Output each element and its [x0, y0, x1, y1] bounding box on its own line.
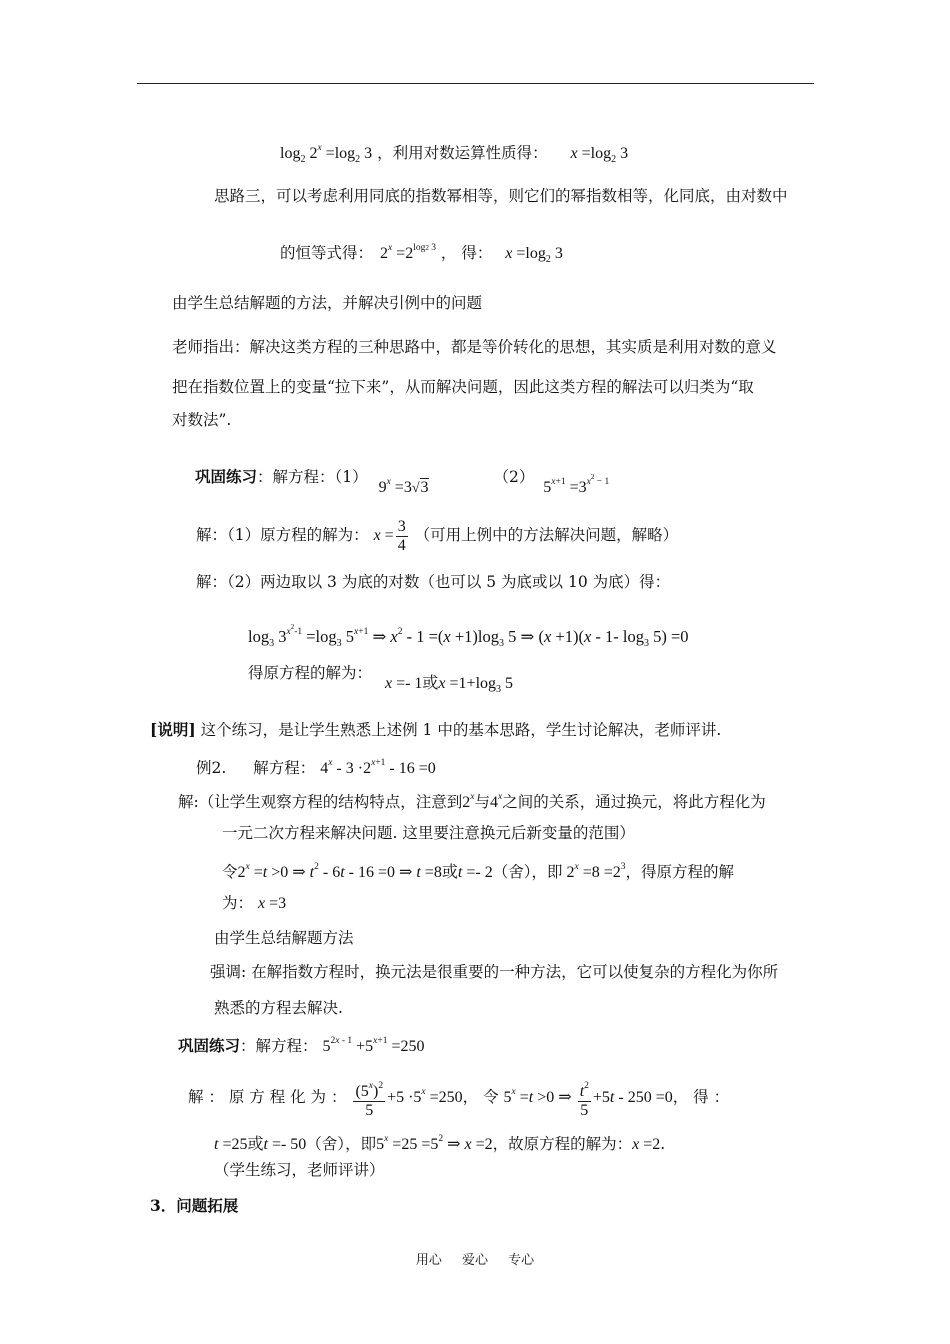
text-l4: 由学生总结解题的方法，并解决引例中的问题	[172, 294, 483, 312]
footer-b: 爱心	[461, 1253, 488, 1268]
text-emph: 强调: 在解指数方程时，换元法是很重要的一种方法，它可以使复杂的方程化为你所	[210, 963, 779, 981]
text-l5: 老师指出：解决这类方程的三种思路中，都是等价转化的思想，其实质是利用对数的意义	[172, 338, 777, 356]
footer-a: 用心	[415, 1253, 442, 1268]
sol2c-c: ，得原方程的解	[625, 863, 735, 881]
text-sol2b: 一元二次方程来解决问题. 这里要注意换元后新变量的范围）	[222, 824, 635, 842]
practice-2: 巩固练习：解方程： $5^{2x - 1} +5^{x+1} =250$	[178, 1036, 425, 1055]
solution-1-note: （可用上例中的方法解决问题，解略）	[414, 526, 679, 545]
note-head: [说明]	[150, 720, 196, 739]
example-2-text: 解方程：	[253, 759, 316, 777]
practice-1: 巩固练习：解方程：（1） $9^x =3√3$ （2） $5^{x+1} =3^{x^2 - 1}$	[195, 467, 610, 496]
text-l6: 把在指数位置上的变量“拉下来”，从而解决问题，因此这类方程的解法可以归类为“取	[172, 378, 754, 396]
practice-1-text: ：解方程：（1）	[257, 468, 368, 486]
sol3-c: ， 得 ：	[672, 1088, 730, 1107]
practice-2-text: ：解方程：	[240, 1037, 318, 1055]
sol3b-a: ，即	[345, 1135, 377, 1153]
sol2c-b: ，即	[531, 863, 563, 881]
note-text: 这个练习，是让学生熟悉上述例 1 中的基本思路，学生讨论解决，老师评讲.	[200, 721, 722, 739]
text-l1: ，利用对数运算性质得：	[377, 144, 548, 162]
sol2-a: 解:（让学生观察方程的结构特点，注意到	[178, 793, 463, 811]
page-footer	[0, 1249, 950, 1268]
sol3b-b: ，故原方程的解为：	[492, 1135, 633, 1153]
note-explain	[150, 720, 721, 740]
solution-2-line4: 为： x =3	[222, 894, 287, 912]
example-2: 例2. 解方程： $4^x - 3 \cdot 2^{x+1} - 16 =0$	[196, 758, 436, 777]
sol3-a: 解 ： 原 方 程 化 为 ：	[188, 1088, 347, 1107]
text-l2: 思路三，可以考虑利用同底的指数幂相等，则它们的幂指数相等，化同底，由对数中	[214, 187, 788, 205]
header-rule	[137, 83, 814, 84]
text-l3-mid: ， 得：	[440, 244, 493, 262]
line-log-eq: $\log_2 2^x =\log_2$ 3 ，利用对数运算性质得： $x =\log_2$ 3	[280, 143, 629, 165]
footer-c: 专心	[508, 1253, 535, 1268]
sol2c-a: 令	[222, 863, 238, 881]
example-2-label: 例2.	[196, 759, 227, 777]
section-3-heading: 3．问题拓展	[150, 1196, 239, 1215]
text-s3: 得原方程的解为：	[248, 664, 373, 682]
sol3-b: ， 令	[462, 1088, 499, 1107]
text-sol3c: （学生练习，老师评讲）	[214, 1161, 385, 1179]
practice-1-two: （2）	[493, 468, 535, 486]
solution-1-text: 解：（1）原方程的解为：	[196, 526, 369, 545]
solution-3-line2: t =25或t =- 50（舍），即$5^x =25 =5^2$ ⇒ x =2，故原方程的解为：x =2.	[214, 1134, 666, 1153]
sol2d-text: 为：	[222, 894, 254, 912]
text-l3: 的恒等式得：	[280, 244, 374, 262]
text-s2: 解：（2）两边取以 3 为底的对数（也可以 5 为底或以 10 为底）得：	[196, 573, 671, 591]
practice-1-head: 巩固练习	[195, 467, 258, 486]
sol2c-she: （舍）	[492, 863, 532, 881]
sol2-b: 与	[474, 793, 490, 811]
sol2-c: 之间的关系，通过换元，将此方程化为	[502, 793, 766, 811]
practice-2-head: 巩固练习	[178, 1036, 241, 1055]
text-l7: 对数法”.	[172, 411, 232, 429]
solution-final: 得原方程的解为： x =- 1或$x =1+\log_3$ 5	[248, 664, 514, 695]
sol3b-she: （舍）	[306, 1135, 346, 1153]
text-emph2: 熟悉的方程去解决.	[214, 999, 343, 1017]
solution-3-line1: 解 ： 原 方 程 化 为 ： $\frac{(5^x)^2}{5}$ $+5 \cdot 5^x =250$， 令 $5^x =t >0$ ⇒ $\frac{t^2}{5}$ +5t - 250 =0， 得 ：	[188, 1077, 729, 1120]
equation-log3: $\log_3 3^{x^2-1} =\log_3$ $5^{x+1}$ ⇒ $x^2 - 1 =(x +1)\log_3$ 5 ⇒ (x +1)(x - 1- $\log_3 5) =0$	[248, 623, 689, 649]
solution-2-line1: 解:（让学生观察方程的结构特点，注意到2$^x$与4$^x$之间的关系，通过换元，将此方程化为	[178, 792, 766, 811]
solution-2-line3: 令$2^x =t >0$ ⇒ $t^2 - 6t - 16 =0$ ⇒ t =8或t =- 2（舍），即 $2^x =8 =2^3$，得原方程的解	[222, 862, 735, 881]
solution-1: 解：（1）原方程的解为： x = $\frac{3}{4}$ （可用上例中的方法解决问题，解略）	[196, 518, 679, 554]
text-sum2: 由学生总结解题方法	[214, 929, 354, 947]
line-identity: 的恒等式得： $2^x =2^{log2 3}$ ， 得： $x =\log_2$ 3	[280, 243, 563, 265]
